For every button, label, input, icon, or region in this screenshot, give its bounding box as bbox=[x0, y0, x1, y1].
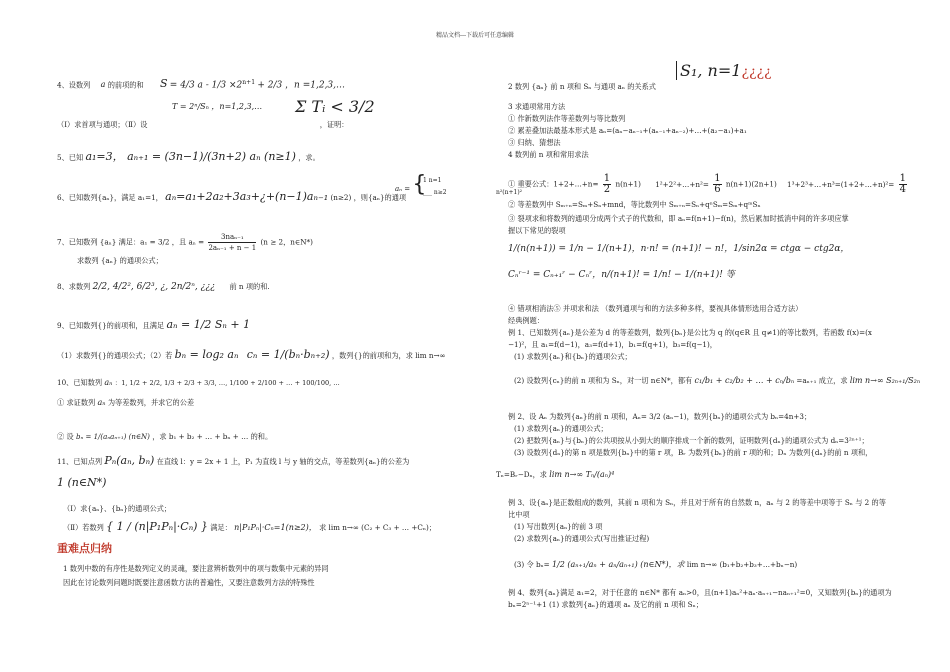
q11-p: Pₙ(aₙ, bₙ) bbox=[104, 454, 155, 467]
q9-eq: aₙ = 1/2 Sₙ + 1 bbox=[166, 318, 251, 331]
q11-s1: （Ⅰ）求{aₙ}、{bₙ}的通项公式； bbox=[63, 504, 172, 513]
q4-exp: n+1 bbox=[242, 79, 256, 86]
r5: ③ 归纳、猜想法 bbox=[508, 138, 561, 147]
q6-eq: aₙ=a₁+2a₂+3a₃+¿+(n−1)aₙ₋₁ bbox=[165, 190, 329, 203]
e2: 例 2、设 Aₙ 为数列{aₙ}的前 n 项和，Aₙ= 3/2 (aₙ−1)，数列{bₙ}的通项公式为 bₙ=4n+3； bbox=[508, 412, 812, 421]
section-heading: 重难点归纳 bbox=[57, 542, 112, 555]
r8: ② 等差数列中 Sₘ₊ₙ=Sₘ+Sₙ+mnd，等比数列中 Sₘ₊ₙ=Sₙ+qⁿSₘ=Sₘ+qᵐSₙ bbox=[508, 200, 761, 209]
paragraph-2: 因此在讨论数列问题时既要注意函数方法的普遍性，又要注意数列方法的特殊性 bbox=[63, 578, 315, 587]
q4-sub: （Ⅰ）求首项与通项；（Ⅱ）设 ，证明： bbox=[57, 120, 349, 129]
e1: 例 1、已知数列{aₙ}是公差为 d 的等差数列，数列{bₙ}是公比为 q 的(q∈R 且 q≠1)的等比数列，若函数 f(x)=(x bbox=[508, 328, 872, 337]
q6-case2: ___ n≥2 bbox=[423, 189, 447, 196]
q11-d: 1 (n∈N*) bbox=[57, 476, 107, 489]
e3b: 比中项 bbox=[508, 510, 530, 519]
q10-line: 10、已知数列 aₙ ：1, 1/2 + 2/2, 1/3 + 2/3 + 3/3, …, 1/100 + 2/100 + … + 100/100, … bbox=[57, 378, 340, 387]
q7-frac: $\frac{\text{3naₙ₋₁}}{\text{2aₙ₋₁ + n − 1}}$ bbox=[208, 233, 257, 252]
q9-line: 9、已知数列{}的前项和，且满足 aₙ = 1/2 Sₙ + 1 bbox=[57, 318, 251, 331]
q6-cases: aₙ = { bbox=[395, 172, 427, 197]
r6: 4 数列前 n 项和常用求法 bbox=[508, 150, 589, 159]
e3d: (2) 求数列{aₙ}的通项公式(写出推证过程) bbox=[514, 534, 650, 543]
q7-line: 7、已知数列 {aₙ} 满足：a₁ = 3/2 ，且 aₙ = $\frac{\text{3naₙ₋₁}}{\text{2aₙ₋₁ + n − 1}}$ (n ≥ 2，n∈N*) bbox=[57, 233, 313, 252]
e3e: (3) 令 bₙ= 1/2 (aₙ₊₁/aₙ + aₙ/aₙ₊₁) (n∈N*)，求 lim n→∞ (b₁+b₂+b₃+…+bₙ−n) bbox=[514, 560, 798, 569]
r7: ① 重要公式：1+2+…+n= $\frac{1}{2}$ n(n+1) 1²+2²+…+n²= $\frac{1}{6}$ n(n+1)(2n+1) 1³+2³+…+n³=(1+2+…+n)²= $\frac{1}{4}$ bbox=[508, 173, 906, 195]
r11: 1/(n(n+1)) = 1/n − 1/(n+1)，n·n! = (n+1)! − n!，1/sin2α = ctgα − ctg2α， bbox=[508, 244, 850, 254]
q4-seq: a bbox=[100, 80, 106, 90]
q6-line: 6、已知数列{aₙ}，满足 a₁=1， aₙ=a₁+2a₂+3a₃+¿+(n−1)aₙ₋₁ (n≥2) ，则{aₙ}的通项 bbox=[57, 190, 407, 203]
q4-tail: + 2/3 ，n =1,2,3,… bbox=[257, 80, 346, 91]
q9-cn: cₙ = 1/(bₙ·bₙ₊₂) bbox=[246, 348, 330, 361]
page-header: 精品文档---下载后可任意编辑 bbox=[435, 32, 515, 39]
q4-tn: T = 2ⁿ/Sₙ ，n=1,2,3,… bbox=[172, 102, 263, 111]
paragraph-1: 1 数列中数的有序性是数列定义的灵魂，要注意辨析数列中的项与数集中元素的异同 bbox=[63, 564, 329, 573]
e3c: (1) 写出数列{aₙ}的前 3 项 bbox=[514, 522, 603, 531]
q5-line: 5、已知 a₁=3， aₙ₊₁ = (3n−1)/(3n+2) aₙ (n≥1) ，求。 bbox=[57, 150, 320, 163]
r9: ③ 裂项求和将数列的通项分成两个式子的代数和，即 aₙ=f(n+1)−f(n)，然后累加时抵消中间的许多项应掌 bbox=[508, 214, 849, 223]
e2c: (1) 求数列{aₙ}的通项公式； bbox=[514, 424, 608, 433]
q10-1: ① 求证数列 aₙ 为等差数列，并求它的公差 bbox=[57, 398, 195, 407]
e2f: Tₙ=Bᵣ−Dₙ，求 lim n→∞ Tₙ/(aₙ)⁴ bbox=[496, 470, 615, 479]
e4: 例 4、数列{aₙ}满足 a₁=2，对于任意的 n∈N* 都有 aₙ>0，且(n+1)aₙ²+aₙ·aₙ₊₁−naₙ₊₁²=0，又知数列{bₙ}的通项为 bbox=[508, 588, 892, 597]
r14: 经典例题： bbox=[508, 316, 544, 325]
q4-line bbox=[57, 78, 345, 90]
q4-sn: S bbox=[159, 77, 168, 91]
q9-sub: （1）求数列{}的通项公式；（2）若 bₙ = log₂ aₙ cₙ = 1/(bₙ·bₙ₊₂) ，数列{}的前项和为，求 lim n→∞ bbox=[57, 348, 446, 361]
e2d: (2) 把数列{aₙ}与{bₙ}的公共项按从小到大的顺序排成一个新的数列，证明数列{dₙ}的通项公式为 dₙ=3²ⁿ⁺¹； bbox=[514, 436, 869, 445]
r1-line: 2 数列 {aₙ} 前 n 项和 Sₙ 与通项 aₙ 的关系式 bbox=[508, 82, 656, 91]
q7-ask: 求数列 {aₙ} 的通项公式； bbox=[77, 256, 163, 265]
q4-eq: = 4/3 a - 1/3 ×2 bbox=[169, 80, 243, 91]
r12: Cₙʳ⁻¹ = Cₙ₊₁ʳ − Cₙʳ，n/(n+1)! = 1/n! − 1/(n+1)! 等 bbox=[508, 270, 735, 280]
r4: ② 累差叠加法最基本形式是 aₙ=(aₙ−aₙ₋₁+(aₙ₋₁+aₙ₋₂)+…+(a₂−a₁)+a₁ bbox=[508, 126, 747, 135]
e1b: −1)²，且 a₁=f(d−1)，a₃=f(d+1)，b₁=f(q+1)，b₃=f(q−1)， bbox=[508, 340, 717, 349]
e1d: (2) 设数列{cₙ}的前 n 项和为 Sₙ，对一切 n∈N*，都有 c₁/b₁ + c₂/b₂ + … + cₙ/bₙ =aₙ₊₁ 成立，求 lim n→∞ S₂ₙ₊₁/S₂ₙ bbox=[514, 376, 921, 385]
r13: ④ 错项相消法⑤ 并项求和法 （数列通项与和的方法多种多样，要视具体情形选用合适方法） bbox=[508, 304, 803, 313]
r10: 握以下常见的裂项 bbox=[508, 226, 566, 235]
q6-case1: 1 n=1 bbox=[423, 177, 442, 184]
q11-s2: （Ⅱ）若数列 { 1 / (n|P₁Pₙ|·Cₙ) } 满足： n|P₁Pₙ|·Cₙ=1(n≥2)， 求 lim n→∞ (C₂ + C₃ + … +Cₙ)； bbox=[63, 520, 436, 533]
q5-eq: a₁=3， aₙ₊₁ = (3n−1)/(3n+2) aₙ (n≥1) bbox=[85, 150, 296, 163]
r2: 3 求通项常用方法 bbox=[508, 102, 566, 111]
q9-bn: bₙ = log₂ aₙ bbox=[174, 348, 239, 361]
r7f: n²(n+1)² bbox=[496, 189, 523, 196]
q8-line: 8、求数列 2/2, 4/2², 6/2³, ¿, 2n/2ⁿ, ¿¿¿ 前 n 项的和. bbox=[57, 282, 270, 292]
q11-cn: { 1 / (n|P₁Pₙ|·Cₙ) } bbox=[106, 520, 208, 533]
e1c: (1) 求数列{aₙ}和{bₙ}的通项公式； bbox=[514, 352, 632, 361]
e2e: (3) 设数列{dₙ}的第 n 项是数列{bₙ}中的第 r 项，Bᵣ 为数列{bₙ}的前 r 项的和；Dₙ 为数列{dₙ}的前 n 项和， bbox=[514, 448, 873, 457]
q9-lim: lim n→∞ bbox=[415, 351, 446, 360]
q10-terms: ：1, 1/2 + 2/2, 1/3 + 2/3 + 3/3, …, 1/100 + 2/100 + … + 100/100, … bbox=[114, 379, 340, 387]
e4b: bₙ=2ⁿ⁻¹+1 (1) 求数列{aₙ}的通项 aₙ 及它的前 n 项和 Sₙ； bbox=[508, 600, 703, 609]
q11-line: 11、已知点列 Pₙ(aₙ, bₙ) 在直线 l：y = 2x + 1 上，P₁ 为直线 l 与 y 轴的交点，等差数列{aₙ}的公差为 bbox=[57, 454, 410, 467]
q4-sum: Σ Tᵢ < 3/2 bbox=[295, 97, 375, 116]
q4-mid: 的前项的和 bbox=[107, 80, 144, 90]
q8-seq: 2/2, 4/2², 6/2³, ¿, 2n/2ⁿ, ¿¿¿ bbox=[92, 282, 216, 292]
q4-label: 4、设数列 bbox=[57, 80, 91, 90]
e3: 例 3、设{aₙ}是正数组成的数列，其前 n 项和为 Sₙ，并且对于所有的自然数 n，aₙ 与 2 的等差中项等于 Sₙ 与 2 的等 bbox=[508, 498, 886, 507]
q10-2: ② 设 bₙ = 1/(aₙaₙ₊₁) (n∈N) ，求 b₁ + b₂ + … + bₙ + … 的和。 bbox=[57, 432, 273, 441]
r1-case: S₁, n=1¿¿¿¿ bbox=[676, 66, 771, 77]
r3: ① 作新数列法作等差数列与等比数列 bbox=[508, 114, 626, 123]
